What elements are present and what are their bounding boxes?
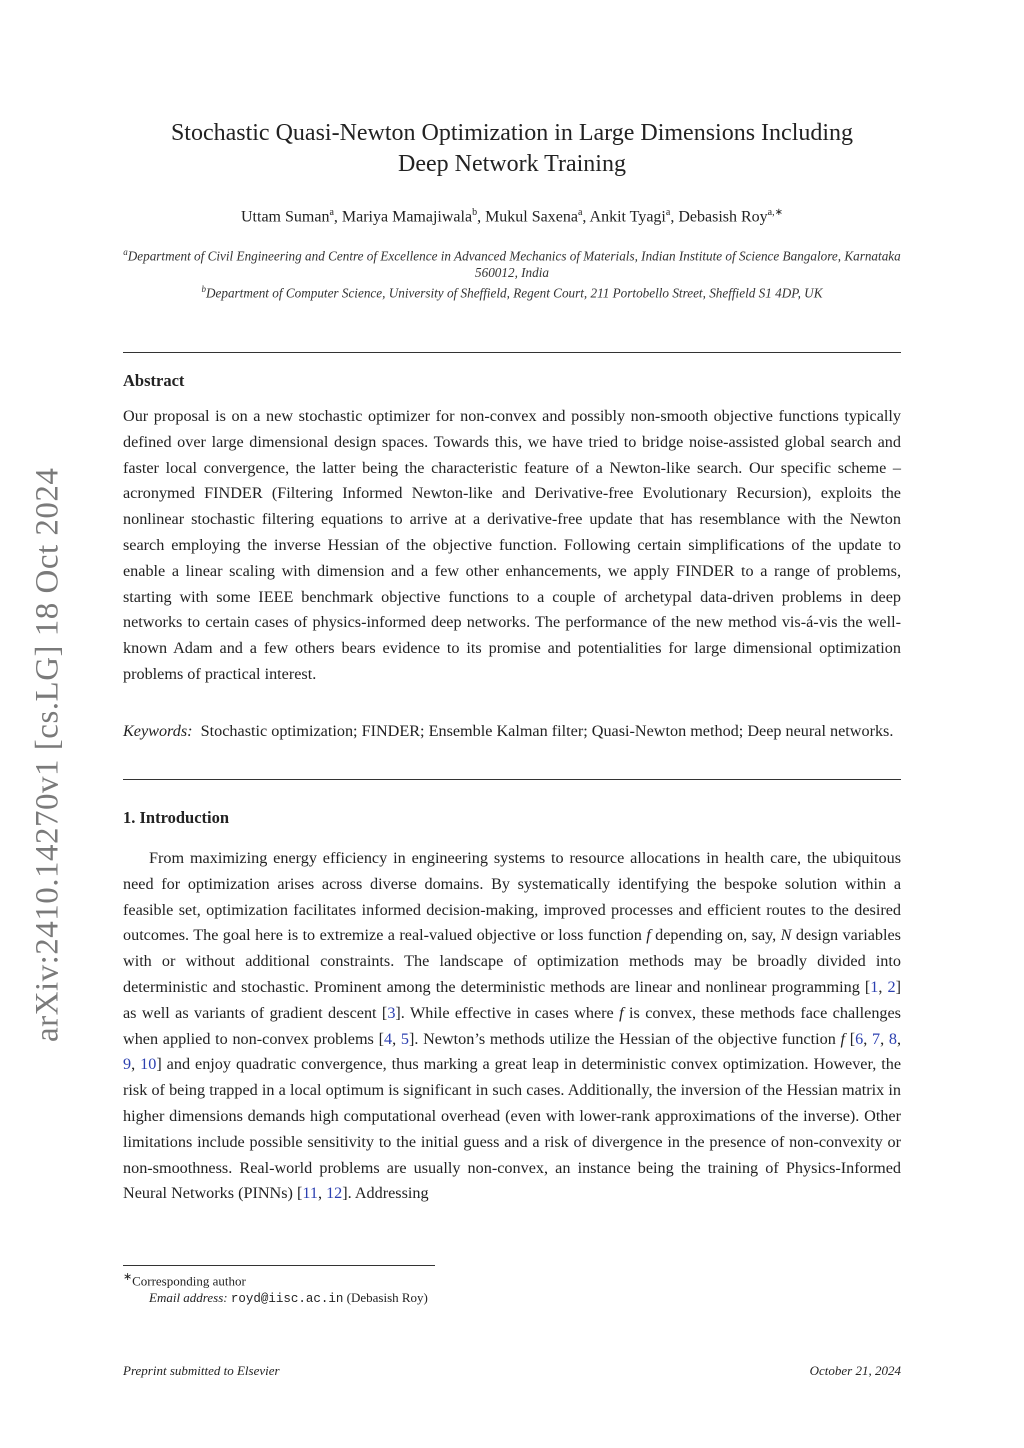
affiliation-a bbox=[123, 244, 901, 281]
math-n: N bbox=[780, 926, 792, 945]
citation-link[interactable]: 10 bbox=[140, 1055, 157, 1074]
citation-link[interactable]: 12 bbox=[326, 1184, 343, 1203]
math-f: f bbox=[840, 1029, 846, 1048]
citation-link[interactable]: 11 bbox=[302, 1184, 318, 1203]
corresponding-author-note bbox=[123, 1269, 723, 1289]
email-address[interactable]: royd@iisc.ac.in bbox=[230, 1292, 344, 1307]
affiliation-mark: b bbox=[201, 284, 206, 295]
footnote-mark: ∗ bbox=[123, 1271, 133, 1283]
author-name: Ankit Tyagi bbox=[589, 208, 666, 226]
citation-link[interactable]: 8 bbox=[888, 1029, 897, 1048]
title-line-1: Stochastic Quasi-Newton Optimization in Large Dimensions Including bbox=[170, 120, 854, 146]
footer-left: Preprint submitted to Elsevier bbox=[123, 1363, 280, 1378]
author-affil-mark: a bbox=[329, 207, 334, 218]
intro-text: From maximizing energy efficiency in engineering systems to resource allocations in health care, the ubiquitous need for optimization arises across diverse domains. By systematically identifying the bespoke solution within a feasible set, optimization facilitates informed decision-making, improved processes and efficient routes to the desired outcomes. The goal here is to extremize a real-valued objective or loss function bbox=[123, 849, 901, 945]
abstract-text: Our proposal is on a new stochastic optimizer for non-convex and possibly non-smooth objective functions typically defined over large dimensional design spaces. Towards this, we have tried to bridge noise-assisted global search and faster local convergence, the latter being the characteristic feature of a Newton-like search. Our specific scheme – acronymed FINDER (Filtering Informed Newton-like and Derivative-free Evolutionary Recursion), exploits the nonlinear stochastic filtering equations to arrive at a derivative-free update that has resemblance with the Newton search employing the inverse Hessian of the objective function. Following certain simplifications of the update to enable a linear scaling with dimension and a few other enhancements, we apply FINDER to a range of problems, starting with some IEEE benchmark objective functions to a couple of archetypal data-driven problems in deep networks to certain cases of physics-informed deep networks. The performance of the new method vis-á-vis the well-known Adam and a few others bears evidence to its promise and potentialities for large dimensional optimization problems of practical interest. bbox=[123, 407, 901, 683]
abstract-heading: Abstract bbox=[123, 371, 185, 390]
citation-link[interactable]: 6 bbox=[855, 1029, 864, 1048]
footnote bbox=[123, 1269, 723, 1308]
affiliations bbox=[123, 244, 901, 302]
citation-link[interactable]: 9 bbox=[123, 1055, 132, 1074]
keywords bbox=[123, 719, 901, 745]
citation-link[interactable]: 3 bbox=[387, 1003, 396, 1022]
footnote-text: Corresponding author bbox=[132, 1273, 246, 1289]
affiliation-text: Department of Civil Engineering and Centre of Excellence in Advanced Mechanics of Materials, Indian Institute of Science Bangalore, Karnataka 560012, India bbox=[127, 248, 901, 281]
citation-link[interactable]: 1 bbox=[870, 977, 879, 996]
intro-text: ] and enjoy quadratic convergence, thus marking a great leap in deterministic convex optimization. However, the risk of being trapped in a local optimum is significant in such cases. Additionally, the inversion of the Hessian matrix in higher dimensions demands high computational overhead (even with lower-rank approximations of the inverse). Other limitations include possible sensitivity to the initial guess and a risk of divergence in the presence of non-convexity or non-smoothness. Real-world problems are usually non-convex, an instance being the training of Physics-Informed Neural Networks (PINNs) [ bbox=[123, 1055, 902, 1203]
email-label: Email address: bbox=[149, 1290, 228, 1306]
intro-text: ] as well as variants of gradient descent [ bbox=[123, 977, 902, 1022]
math-f: f bbox=[619, 1003, 624, 1022]
page-footer bbox=[123, 1363, 901, 1379]
affiliation-text: Department of Computer Science, University of Sheffield, Regent Court, 211 Portobello Street, Sheffield S1 4DP, UK bbox=[205, 285, 823, 301]
title-line-2: Deep Network Training bbox=[398, 151, 626, 177]
keywords-label: Keywords: bbox=[123, 722, 193, 740]
author-name: Mariya Mamajiwala bbox=[341, 208, 473, 226]
email-line bbox=[123, 1289, 723, 1308]
author-list: Uttam Suman$^a$, Mariya Mamajiwala$^b$, Mukul Saxena$^a$, Ankit Tyagi$^a$, Debasish Roy$^{a,∗}$ bbox=[241, 207, 783, 226]
intro-text: design variables with or without additional constraints. The landscape of optimization methods may be broadly divided into deterministic and stochastic. Prominent among the deterministic methods are linear and nonlinear programming [ bbox=[123, 926, 901, 996]
author-affil-mark: a bbox=[577, 207, 583, 218]
citation-link[interactable]: 2 bbox=[887, 977, 896, 996]
affiliation-b bbox=[123, 281, 901, 301]
affiliation-mark: a bbox=[123, 247, 128, 257]
author-affil-mark: a bbox=[665, 207, 671, 218]
introduction-paragraph: From maximizing energy efficiency in engineering systems to resource allocations in health care, the ubiquitous need for optimization arises across diverse domains. By systematically identifying the bespoke solution within a feasible set, optimization facilitates informed decision-making, improved processes and efficient routes to the desired outcomes. The goal here is to extremize a real-valued objective or loss function f depending on, say, N design variables with or without additional constraints. The landscape of optimization methods may be broadly divided into deterministic and stochastic. Prominent among the deterministic methods are linear and nonlinear programming [1, 2] as well as variants of gradient descent [3]. While effective in cases where f is convex, these methods face challenges when applied to non-convex problems [4, 5]. Newton’s methods utilize the Hessian of the objective function f [6, 7, 8, 9, 10] and enjoy quadratic convergence, thus marking a great leap in deterministic convex optimization. However, the risk of being trapped in a local optimum is significant in such cases. Additionally, the inversion of the Hessian matrix in higher dimensions demands high computational overhead (even with lower-rank approximations of the inverse). Other limitations include possible sensitivity to the initial guess and a risk of divergence in the presence of non-convexity or non-smoothness. Real-world problems are usually non-convex, an instance being the training of Physics-Informed Neural Networks (PINNs) [11, 12]. Addressing bbox=[123, 849, 902, 1203]
intro-text: is convex, these methods face challenges when applied to non-convex problems [ bbox=[123, 1003, 901, 1048]
intro-text: ]. Addressing bbox=[342, 1184, 429, 1203]
author-name: Uttam Suman bbox=[241, 208, 330, 226]
citation-link[interactable]: 5 bbox=[400, 1029, 409, 1048]
divider-bottom bbox=[123, 779, 901, 780]
citation-link[interactable]: 7 bbox=[872, 1029, 881, 1048]
footer-date: October 21, 2024 bbox=[809, 1363, 901, 1378]
paper-title bbox=[123, 118, 901, 180]
footnote-divider bbox=[123, 1265, 435, 1266]
email-owner: (Debasish Roy) bbox=[346, 1290, 428, 1306]
keywords-text: Stochastic optimization; FINDER; Ensemble Kalman filter; Quasi-Newton method; Deep neural networks. bbox=[200, 722, 894, 740]
author-name: Mukul Saxena bbox=[485, 208, 578, 226]
introduction-heading: 1. Introduction bbox=[123, 808, 230, 827]
intro-text: ]. Newton’s methods utilize the Hessian of the objective function bbox=[408, 1029, 841, 1048]
author-name: Debasish Roy bbox=[678, 208, 768, 226]
author-affil-mark: b bbox=[472, 207, 478, 218]
intro-text: depending on, say, bbox=[650, 926, 781, 945]
arxiv-identifier: arXiv:2410.14270v1 [cs.LG] 18 Oct 2024 bbox=[29, 467, 66, 1043]
author-affil-mark: a,∗ bbox=[767, 207, 783, 218]
citation-link[interactable]: 4 bbox=[383, 1029, 393, 1048]
divider-top bbox=[123, 352, 901, 353]
intro-text: ]. While effective in cases where bbox=[395, 1003, 620, 1022]
math-f: f bbox=[646, 926, 651, 945]
